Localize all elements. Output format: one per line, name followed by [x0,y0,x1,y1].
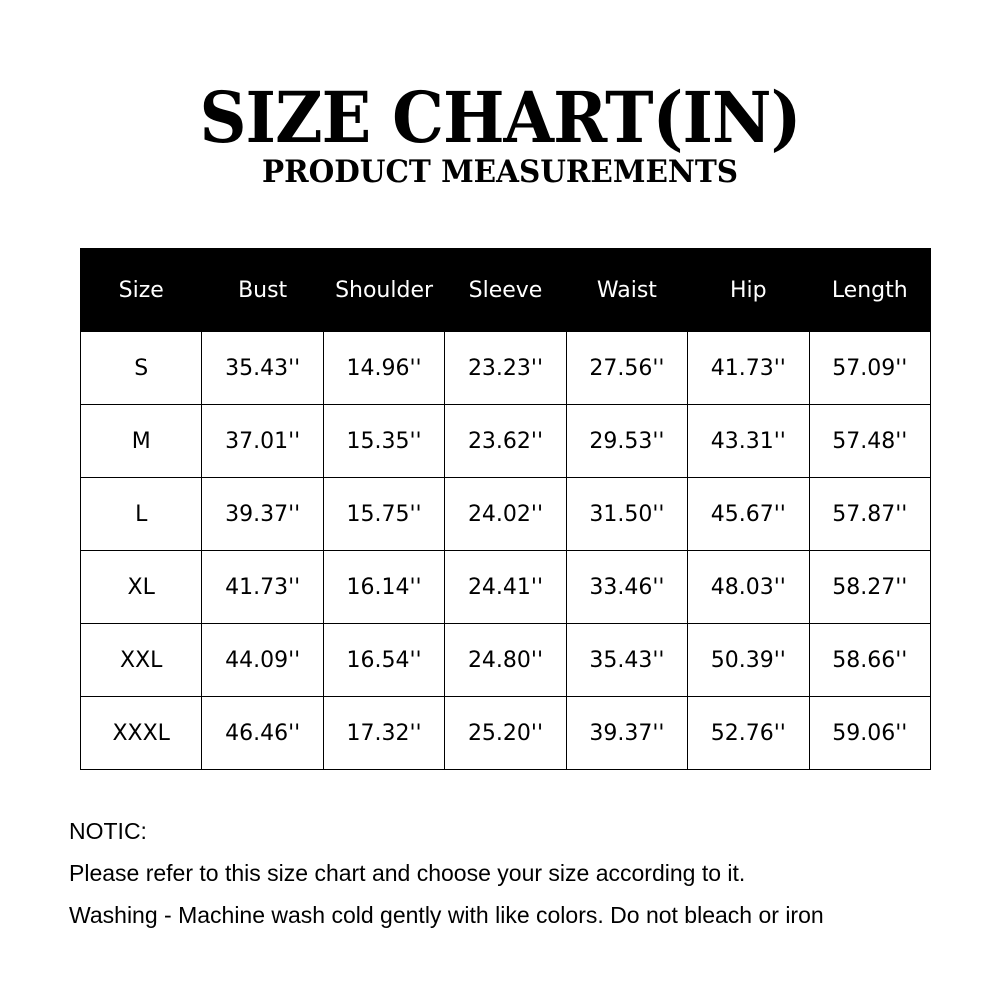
table-cell: 24.41'' [445,551,566,624]
notice-section [69,816,969,942]
notice-heading: NOTIC: [69,818,147,844]
page-subtitle: PRODUCT MEASUREMENTS [261,154,739,190]
table-cell: L [81,478,202,551]
table-cell: 16.54'' [323,624,444,697]
table-cell: XL [81,551,202,624]
table-cell: 33.46'' [566,551,687,624]
table-cell: 57.48'' [809,405,930,478]
table-cell: 35.43'' [202,332,323,405]
table-cell: 15.75'' [323,478,444,551]
table-row [81,624,931,697]
table-cell: 35.43'' [566,624,687,697]
column-header-shoulder: Shoulder [323,249,444,332]
table-cell: 57.87'' [809,478,930,551]
table-cell: 58.27'' [809,551,930,624]
table-cell: 46.46'' [202,697,323,770]
column-header-sleeve: Sleeve [445,249,566,332]
table-cell: 39.37'' [566,697,687,770]
column-header-waist: Waist [566,249,687,332]
table-cell: 50.39'' [688,624,809,697]
table-cell: 45.67'' [688,478,809,551]
table-cell: 23.23'' [445,332,566,405]
table-cell: 41.73'' [688,332,809,405]
column-header-length: Length [809,249,930,332]
table-cell: 16.14'' [323,551,444,624]
table-cell: XXXL [81,697,202,770]
notice-line-washing: Washing - Machine wash cold gently with like colors. Do not bleach or iron [69,902,824,928]
table-cell: XXL [81,624,202,697]
table-cell: 25.20'' [445,697,566,770]
table-cell: 48.03'' [688,551,809,624]
table-cell: 59.06'' [809,697,930,770]
table-row [81,478,931,551]
column-header-size: Size [81,249,202,332]
table-cell: 15.35'' [323,405,444,478]
notice-line-size: Please refer to this size chart and choose your size according to it. [69,860,746,886]
table-cell: 41.73'' [202,551,323,624]
column-header-bust: Bust [202,249,323,332]
table-cell: 24.02'' [445,478,566,551]
table-cell: 43.31'' [688,405,809,478]
table-row [81,551,931,624]
table-row [81,697,931,770]
table-cell: 44.09'' [202,624,323,697]
table-cell: 23.62'' [445,405,566,478]
table-cell: 57.09'' [809,332,930,405]
column-header-hip: Hip [688,249,809,332]
table-cell: 14.96'' [323,332,444,405]
table-cell: 39.37'' [202,478,323,551]
table-cell: S [81,332,202,405]
table-cell: 52.76'' [688,697,809,770]
table-cell: 24.80'' [445,624,566,697]
table-cell: 17.32'' [323,697,444,770]
table-row [81,405,931,478]
size-chart-table [80,248,931,770]
table-cell: 29.53'' [566,405,687,478]
table-cell: 58.66'' [809,624,930,697]
table-cell: 27.56'' [566,332,687,405]
table-row [81,332,931,405]
table-cell: 31.50'' [566,478,687,551]
table-cell: M [81,405,202,478]
page-title: SIZE CHART(IN) [199,76,801,159]
table-header-row [81,249,931,332]
table-cell: 37.01'' [202,405,323,478]
